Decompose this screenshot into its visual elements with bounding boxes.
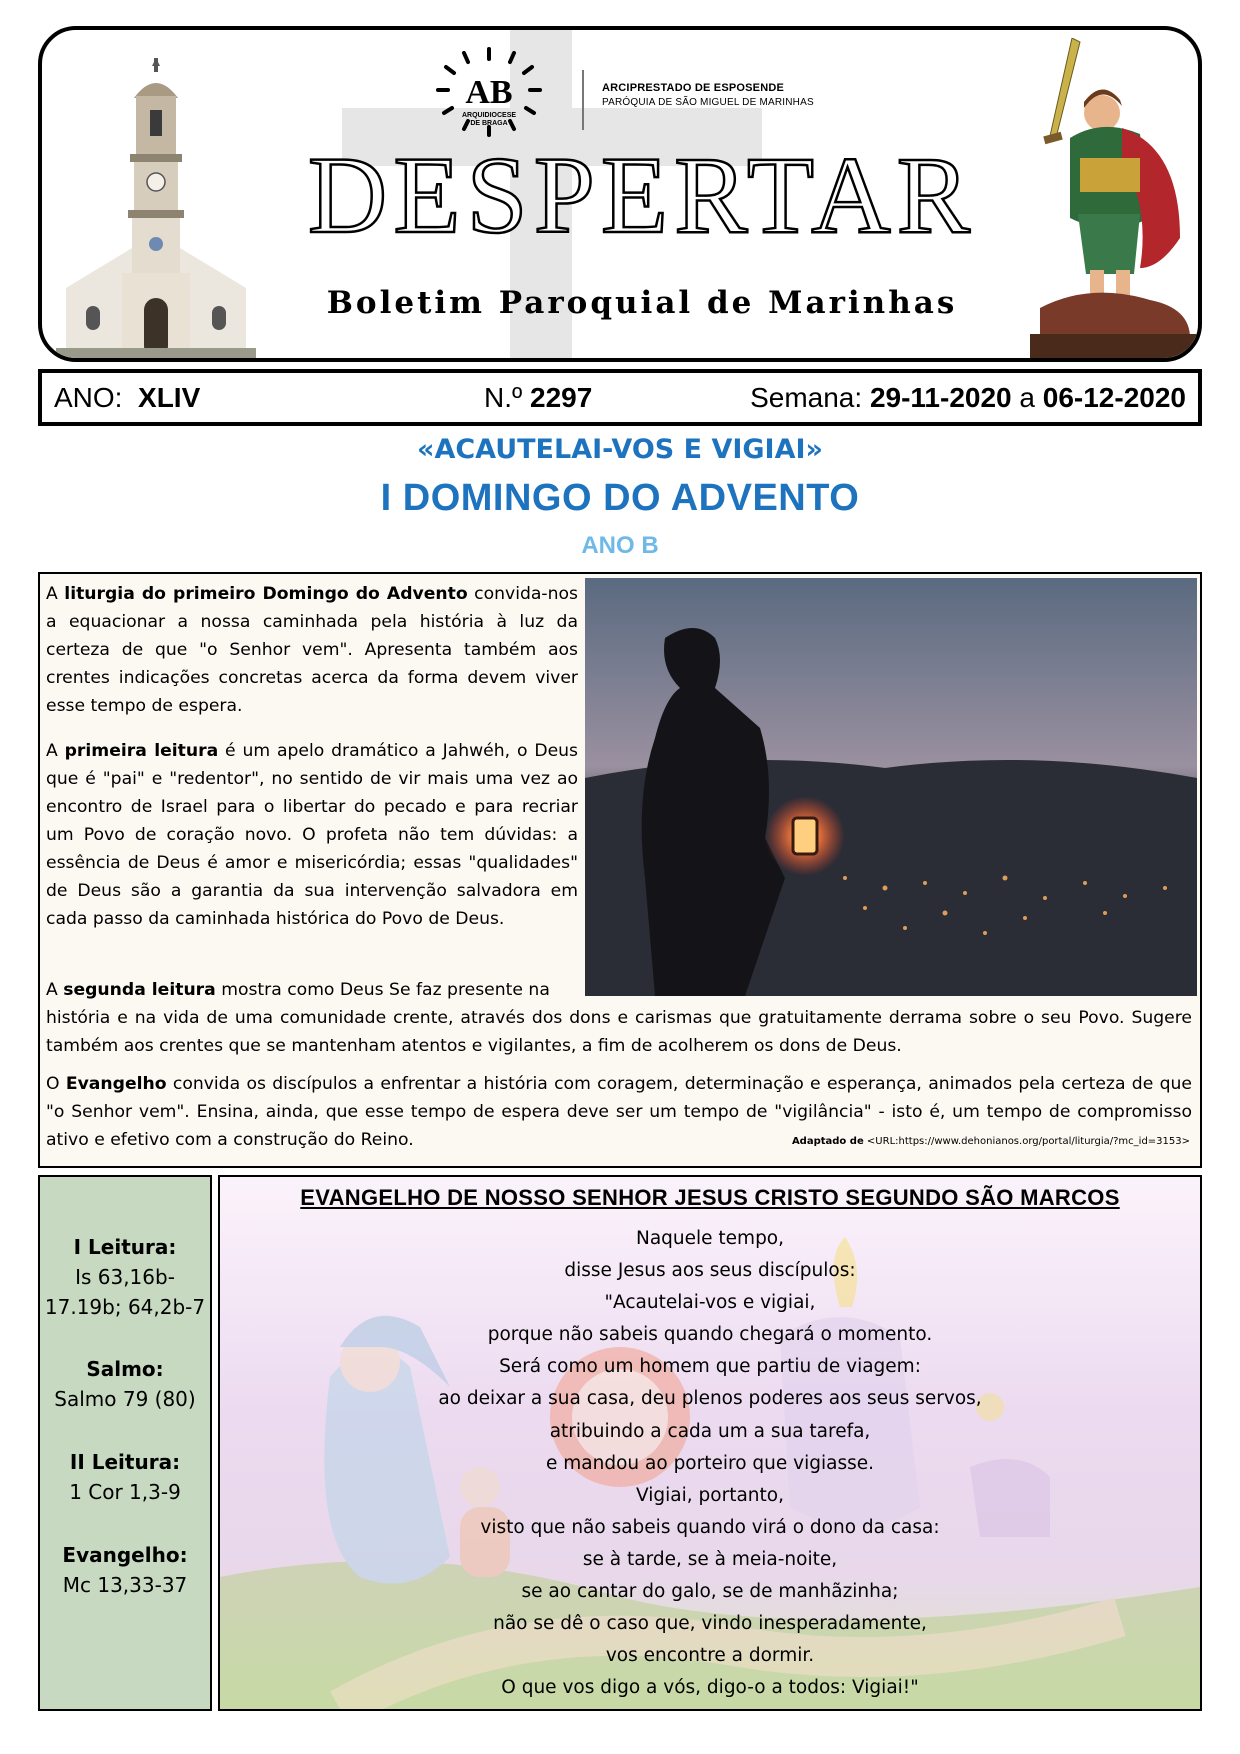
gospel-line: e mandou ao porteiro que vigiasse. — [546, 1452, 874, 1474]
article-paragraph-3-start: A segunda leitura mostra como Deus Se faz presente na — [46, 980, 550, 1000]
gospel-line: ao deixar a sua casa, deu plenos poderes aos seus servos, — [438, 1388, 982, 1410]
semana-start: 29-11-2020 — [869, 382, 1012, 413]
arciprestado-label: ARCIPRESTADO DE ESPOSENDE — [602, 82, 785, 94]
issue-week — [750, 382, 1186, 414]
reading-2-title: II Leitura: — [69, 1450, 181, 1474]
gospel-line: vos encontre a dormir. — [605, 1645, 815, 1667]
logo-divider — [582, 70, 584, 130]
reading-psalm-ref: Salmo 79 (80) — [54, 1387, 196, 1411]
gospel-line: não se dê o caso que, vindo inesperadamente, — [493, 1613, 927, 1635]
source-url: <URL:https://www.dehonianos.org/portal/liturgia/?mc_id=3153> — [866, 1136, 1190, 1147]
issue-year — [54, 382, 200, 414]
gospel-line: Naquele tempo, — [635, 1228, 785, 1249]
issue-number — [484, 382, 592, 414]
reading-2-ref: 1 Cor 1,3-9 — [69, 1480, 181, 1504]
gospel-line: se à tarde, se à meia-noite, — [582, 1548, 838, 1570]
gospel-text — [220, 1223, 1200, 1704]
reading-1-ref: Is 63,16b- — [75, 1265, 175, 1289]
reading-gospel-title: Evangelho: — [62, 1543, 188, 1567]
article-paragraph-3-end: história e na vida de uma comunidade crente, através dos dons e carismas que gratuitamente derrama sobre o seu Povo. Sugere também aos crentes que se mantenham atentos e vigilantes, a fim de acolherem os dons de Deus. — [46, 1008, 1192, 1056]
gospel-line: Vigiai, portanto, — [636, 1484, 784, 1506]
reading-1-title: I Leitura: — [73, 1235, 177, 1259]
gospel-title: EVANGELHO DE NOSSO SENHOR JESUS CRISTO SEGUNDO SÃO MARCOS — [300, 1185, 1120, 1210]
reading-psalm-title: Salmo: — [86, 1357, 164, 1381]
newsletter-title: DESPERTAR — [307, 134, 977, 256]
issue-bar — [38, 369, 1202, 426]
numero-label: N.º — [484, 382, 523, 413]
gospel-line: "Acautelai-vos e vigiai, — [604, 1292, 816, 1314]
article-paragraph-4: O Evangelho convida os discípulos a enfrentar a história com coragem, determinação e esperança, animados pela certeza de que "o Senhor vem". Ensina, ainda, que esse tempo de espera deve ser um tempo de "vigilância" - isto é, um tempo de compromisso ativo e efetivo com a construção do Reino. — [46, 1074, 1192, 1150]
logo-caption-1: ARQUIDIOCESE — [461, 112, 517, 119]
readings-panel — [38, 1175, 212, 1711]
semana-sep: a — [1019, 382, 1035, 413]
paroquia-label: PARÓQUIA DE SÃO MIGUEL DE MARINHAS — [602, 97, 814, 108]
article-paragraph-1: A liturgia do primeiro Domingo do Advento convida-nos a equacionar a nossa caminhada pela história à luz da certeza de que "o Senhor vem". Apresenta também aos crentes indicações concretas acerca da forma devem viver esse tempo de espera. — [46, 584, 578, 716]
logo-caption-2: DE BRAGA — [470, 120, 508, 127]
ano-label: ANO: — [54, 382, 123, 413]
liturgy-article — [38, 572, 1202, 1168]
semana-end: 06-12-2020 — [1042, 382, 1186, 413]
semana-label: Semana: — [750, 382, 863, 413]
ano-value: XLIV — [138, 382, 201, 413]
saint-michael-statue — [1030, 38, 1200, 358]
reading-gospel-ref: Mc 13,33-37 — [62, 1573, 188, 1597]
logo-letters: AB — [465, 74, 513, 111]
reading-1-ref-cont: 17.19b; 64,2b-7 — [44, 1295, 206, 1319]
gospel-line: atribuindo a cada um a sua tarefa, — [549, 1420, 871, 1442]
numero-value: 2297 — [530, 382, 593, 413]
gospel-line: porque não sabeis quando chegará o momento. — [487, 1324, 933, 1346]
lantern-photo — [585, 578, 1197, 996]
article-source: Adaptado de <URL:https://www.dehonianos.org/portal/liturgia/?mc_id=3153> — [791, 1136, 1190, 1147]
gospel-line: disse Jesus aos seus discípulos: — [564, 1260, 856, 1282]
theme-quote: «ACAUTELAI-VOS E VIGIAI» — [417, 434, 823, 465]
gospel-line: se ao cantar do galo, se de manhãzinha; — [521, 1581, 899, 1603]
church-illustration — [56, 58, 256, 358]
article-paragraph-2: A primeira leitura é um apelo dramático a Jahwéh, o Deus que é "pai" e "redentor", no sentido de vir mais uma vez ao encontro de Israel para o libertar do pecado e para recriar um Povo de coração novo. O profeta não tem dúvidas: a essência de Deus é amor e misericórdia; essas "qualidades" de Deus são a garantia da sua intervenção salvadora em cada passo da caminhada histórica do Povo de Deus. — [46, 741, 578, 929]
gospel-line: Será como um homem que partiu de viagem: — [499, 1356, 921, 1378]
liturgical-year: ANO B — [581, 532, 659, 559]
gospel-line: visto que não sabeis quando virá o dono da casa: — [480, 1516, 940, 1538]
gospel-line: O que vos digo a vós, digo-o a todos: Vigiai!" — [501, 1677, 919, 1699]
newsletter-subtitle: Boletim Paroquial de Marinhas — [326, 285, 958, 321]
gospel-panel — [218, 1175, 1202, 1711]
sunday-heading: I DOMINGO DO ADVENTO — [380, 477, 860, 519]
masthead — [38, 26, 1202, 362]
